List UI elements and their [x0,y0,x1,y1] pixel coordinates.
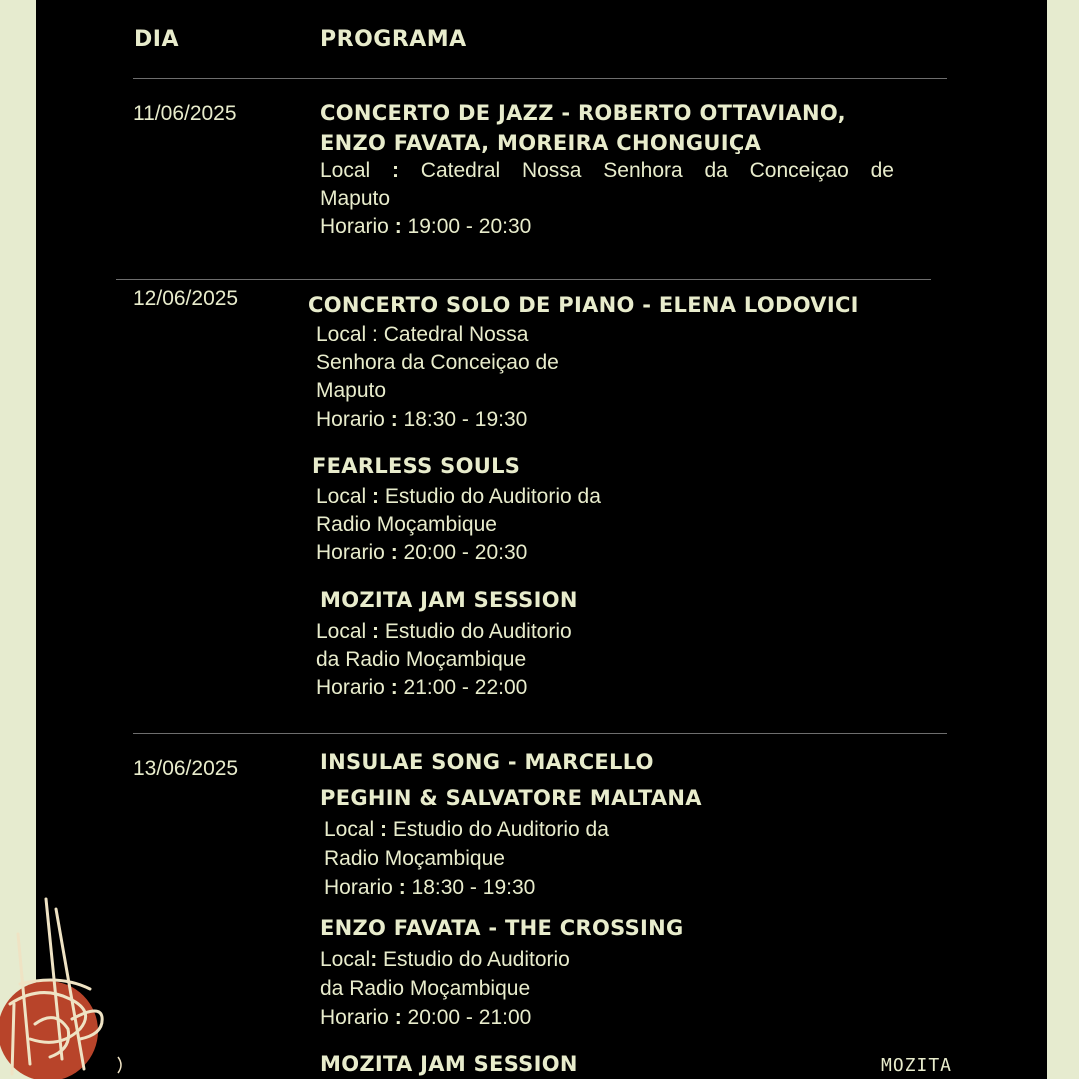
day-divider [133,733,947,734]
event-horario: Horario : 20:00 - 20:30 [316,541,528,564]
column-header-day: DIA [134,27,179,52]
column-header-program: PROGRAMA [320,27,467,52]
event-title: ENZO FAVATA - THE CROSSING [320,916,684,940]
event-horario: Horario : 18:30 - 19:30 [316,408,528,431]
event-title: CONCERTO SOLO DE PIANO - ELENA LODOVICI [308,293,859,317]
event-horario: Horario : 19:00 - 20:30 [320,215,532,238]
mozita-logo: MOZITA [881,1055,953,1076]
event-local-cont: Radio Moçambique [324,847,505,870]
event-local: Local : Estudio do Auditorio [316,620,572,643]
event-local-cont: da Radio Moçambique [316,648,527,671]
event-horario: Horario : 18:30 - 19:30 [324,876,536,899]
event-title: PEGHIN & SALVATORE MALTANA [320,786,702,810]
event-title: ENZO FAVATA, MOREIRA CHONGUIÇA [320,131,762,155]
event-local-cont: Senhora da Conceiçao de [316,351,559,374]
event-local: Local : Estudio do Auditorio da [316,485,601,508]
day-date: 12/06/2025 [133,287,239,310]
event-local: Local : Catedral Nossa Senhora da Conceiçao de [320,159,894,182]
event-title: MOZITA JAM SESSION [320,588,578,612]
event-horario: Horario : 20:00 - 21:00 [320,1006,532,1029]
schedule-panel [36,0,1047,1079]
event-title: INSULAE SONG - MARCELLO [320,750,654,774]
event-horario: Horario : 21:00 - 22:00 [316,676,528,699]
day-divider [116,279,931,280]
header-divider [133,78,947,79]
event-local-cont: Maputo [316,379,387,402]
event-local-cont: Maputo [320,187,391,210]
event-local: Local: Estudio do Auditorio [320,948,570,971]
event-title: CONCERTO DE JAZZ - ROBERTO OTTAVIANO, [320,101,846,125]
event-local-cont: da Radio Moçambique [320,977,531,1000]
event-title: MOZITA JAM SESSION [320,1052,578,1076]
event-title: FEARLESS SOULS [312,454,521,478]
day-date: 11/06/2025 [133,102,237,125]
event-local-cont: Radio Moçambique [316,513,497,536]
event-local: Local : Estudio do Auditorio da [324,818,609,841]
drum-illustration-icon [0,889,140,1079]
day-date: 13/06/2025 [133,757,239,780]
event-local: Local : Catedral Nossa [316,323,529,346]
